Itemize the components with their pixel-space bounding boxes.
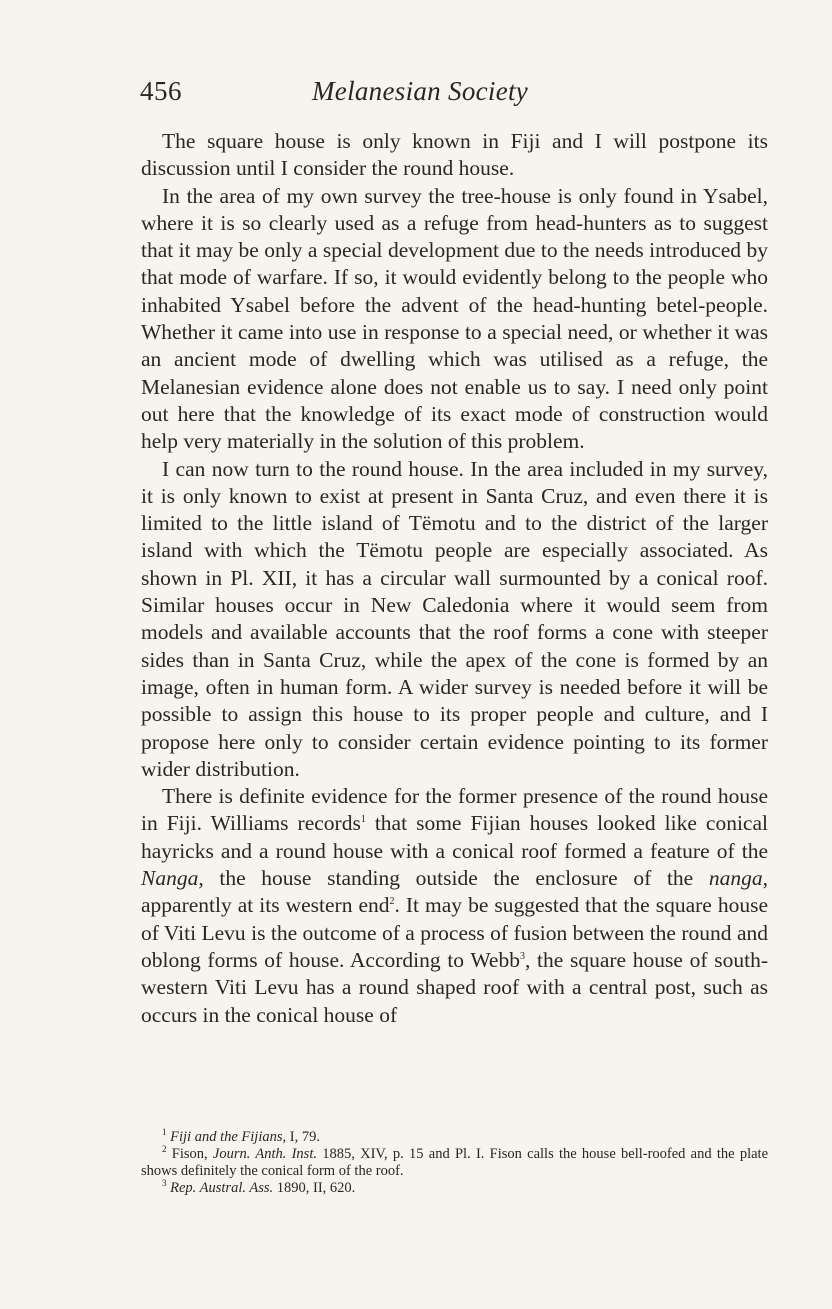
footnote-number: 3 <box>162 1178 167 1189</box>
footnote-number: 2 <box>162 1144 167 1155</box>
text-segment: , the house standing outside the enclosure of the <box>198 866 709 891</box>
running-title: Melanesian Society <box>312 76 529 106</box>
footnote-3 <box>141 1180 768 1197</box>
term-nanga-lower: nanga <box>708 866 763 891</box>
paragraph-round-house: I can now turn to the round house. In the area included in my survey, it is only known to exist at present in Santa Cruz, and even there it is limited to the little island of Tëmotu and to the district of the larger island with which the Tëmotu people are especially associated. As shown in Pl. XII, it has a circular wall surmounted by a conical roof. Similar houses occur in New Caledonia where it would seem from models and available accounts that the roof forms a cone with steeper sides than in Santa Cruz, while the apex of the cone is formed by an image, often in human form. A wider survey is needed before it will be possible to assign this house to its proper people and culture, and I propose here only to consider certain evidence pointing to its former wider distribution. <box>141 456 768 781</box>
footnote-text: Fison, <box>171 1146 213 1162</box>
footnote-ref-2: 2 <box>389 896 395 908</box>
footnote-text: , I, 79. <box>282 1129 320 1145</box>
footnote-title: Rep. Austral. Ass. <box>170 1180 274 1196</box>
footnote-text: 1890, II, 620. <box>273 1180 356 1196</box>
footnote-1 <box>141 1129 768 1146</box>
page-number: 456 <box>140 76 182 106</box>
paragraph-square-house: The square house is only known in Fiji and I will postpone its discussion until I consider the round house. <box>141 129 768 181</box>
page-header <box>0 76 832 110</box>
text-segment: that some Fijian houses looked like conical hayricks and a round house with a conical roof formed a feature of the <box>141 811 768 863</box>
footnote-2 <box>141 1146 768 1180</box>
term-nanga: Nanga <box>141 866 199 891</box>
paragraph-tree-house: In the area of my own survey the tree-house is only found in Ysabel, where it is so clearly used as a refuge from head-hunters as to suggest that it may be only a special development due to the needs introduced by that mode of warfare. If so, it would evidently belong to the people who inhabited Ysabel before the advent of the head-hunting betel-people. Whether it came into use in response to a special need, or whether it was an ancient mode of dwelling which was utilised as a refuge, the Melanesian evidence alone does not enable us to say. I need only point out here that the knowledge of its exact mode of construction would help very materially in the solution of this problem. <box>141 183 768 454</box>
footnote-text: 1885, XIV, p. 15 and Pl. I. Fison calls the house bell-roofed and the plate shows definitely the conical form of the roof. <box>141 1146 769 1179</box>
body-text <box>141 128 768 1029</box>
footnote-ref-1: 1 <box>360 814 366 826</box>
footnote-ref-3: 3 <box>519 950 525 962</box>
footnote-number: 1 <box>162 1127 167 1138</box>
paragraph-fiji-evidence <box>141 783 768 1029</box>
footnotes <box>141 1129 768 1197</box>
text-segment: There is definite evidence for the former presence of the round house in Fiji. Williams records <box>141 784 768 836</box>
footnote-journal: Journ. Anth. Inst. <box>212 1146 317 1162</box>
text-segment: , the square house of south-western Viti Levu has a round shaped roof with a central post, such as occurs in the conical house of <box>141 947 768 1027</box>
footnote-title: Fiji and the Fijians <box>170 1129 283 1145</box>
text-segment: , apparently at its western end <box>141 866 768 918</box>
text-segment: . It may be suggested that the square house of Viti Levu is the outcome of a process of fusion between the round and oblong forms of house. According to Webb <box>141 893 768 972</box>
